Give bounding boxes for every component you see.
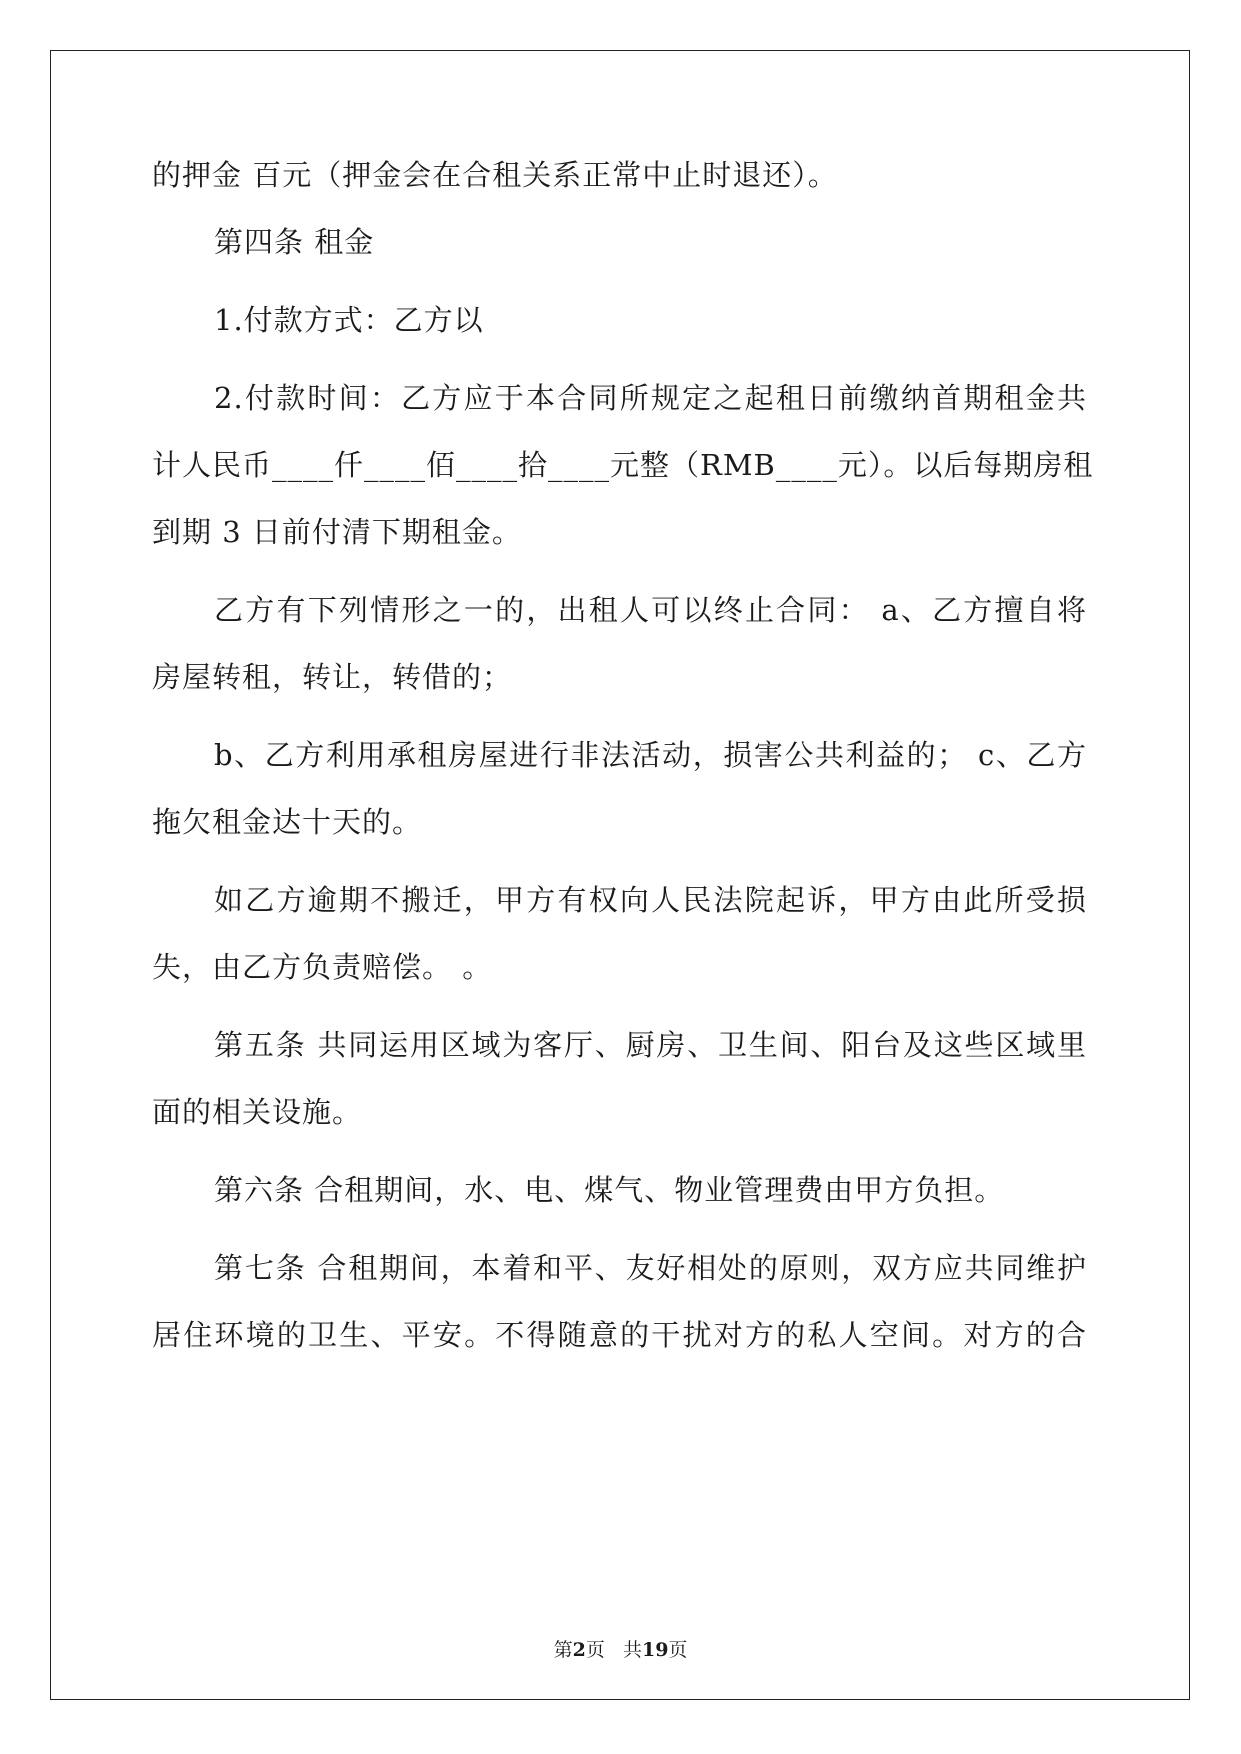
- page-border: [50, 50, 1190, 1700]
- text-line: 2.付款时间：乙方应于本合同所规定之起租日前缴纳首期租金共: [214, 381, 1087, 415]
- text-line: 居住环境的卫生、平安。不得随意的干扰对方的私人空间。对方的合: [152, 1318, 1087, 1352]
- footer-prefix: 第: [553, 1639, 573, 1661]
- text-line: 的押金 百元（押金会在合租关系正常中止时退还）。: [152, 158, 838, 192]
- footer-total-suffix: 页: [668, 1639, 688, 1661]
- text-line: 到期 3 日前付清下期租金。: [152, 515, 522, 549]
- text-line: 拖欠租金达十天的。: [152, 805, 423, 839]
- article-heading: 第七条 合租期间，本着和平、友好相处的原则，双方应共同维护: [214, 1251, 1087, 1285]
- article-heading: 第五条 共同运用区域为客厅、厨房、卫生间、阳台及这些区域里: [214, 1028, 1087, 1062]
- footer-total-prefix: 共: [622, 1639, 642, 1661]
- text-line: 房屋转租，转让，转借的；: [152, 660, 513, 694]
- text-line: 失，由乙方负责赔偿。 。: [152, 950, 493, 984]
- text-line: b、乙方利用承租房屋进行非法活动，损害公共利益的； c、乙方: [214, 738, 1087, 772]
- page-footer: [0, 1638, 1241, 1662]
- current-page-number: 2: [572, 1639, 586, 1661]
- total-pages-number: 19: [641, 1639, 669, 1661]
- text-line: 乙方有下列情形之一的，出租人可以终止合同： a、乙方擅自将: [214, 593, 1087, 627]
- article-heading: 第四条 租金: [214, 225, 375, 259]
- text-line: 如乙方逾期不搬迁，甲方有权向人民法院起诉，甲方由此所受损: [214, 883, 1087, 917]
- text-line: 计人民币____仟____佰____拾____元整（RMB____元）。以后每期房租: [152, 448, 1094, 482]
- article-heading: 第六条 合租期间，水、电、煤气、物业管理费由甲方负担。: [214, 1173, 1005, 1207]
- text-line: 面的相关设施。: [152, 1095, 363, 1129]
- text-line: 1.付款方式：乙方以: [214, 303, 484, 337]
- footer-page-suffix: 页: [585, 1639, 605, 1661]
